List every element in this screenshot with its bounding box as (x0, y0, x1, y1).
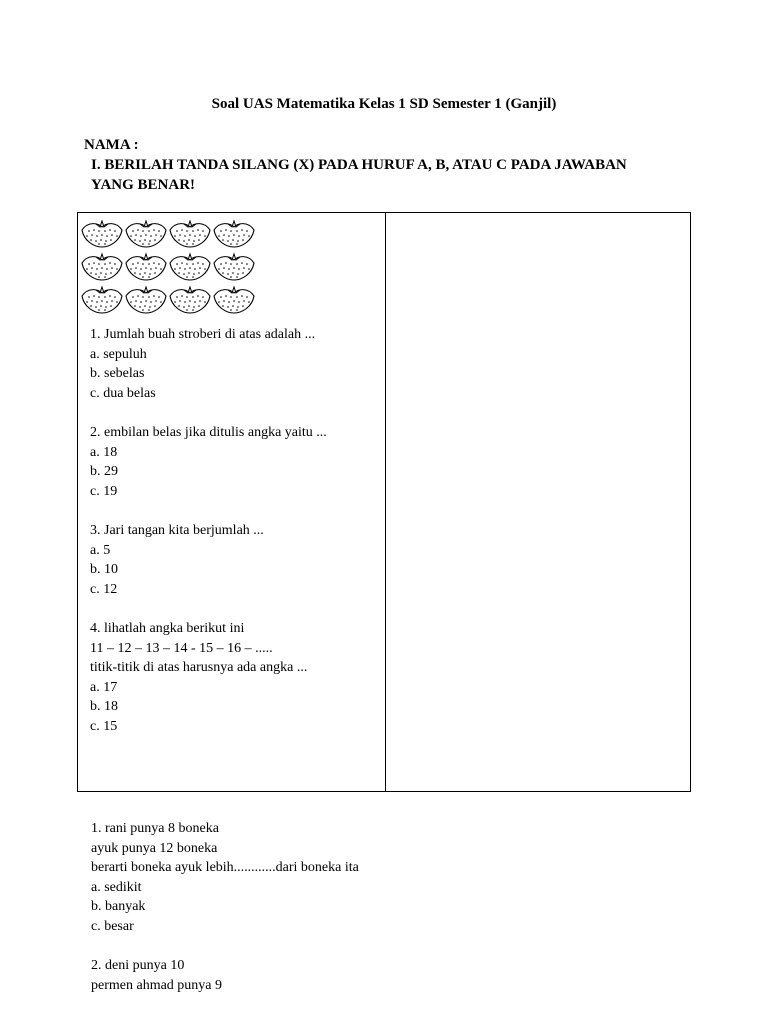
question-box (77, 212, 691, 792)
question-stem: titik-titik di atas harusnya ada angka ... (90, 660, 308, 676)
answer-option[interactable]: b. banyak (91, 899, 146, 915)
question-list-below (91, 819, 691, 1015)
answer-option[interactable]: a. 5 (90, 542, 111, 558)
name-label: NAMA : (84, 137, 139, 153)
strawberry-icon (170, 221, 210, 247)
answer-option[interactable]: a. 18 (90, 444, 118, 460)
question-item (90, 325, 380, 403)
question-stem: 4. lihatlah angka berikut ini (90, 620, 245, 636)
instruction-line: I. BERILAH TANDA SILANG (X) PADA HURUF A, B, ATAU C PADA JAWABAN (91, 157, 627, 173)
answer-option[interactable]: c. 12 (90, 581, 118, 597)
question-stem: 11 – 12 – 13 – 14 - 15 – 16 – ..... (90, 640, 273, 656)
question-stem: 1. rani punya 8 boneka (91, 821, 219, 836)
answer-option[interactable]: b. 10 (90, 562, 118, 578)
answer-option[interactable]: c. dua belas (90, 385, 156, 401)
question-stem: 1. Jumlah buah stroberi di atas adalah ... (90, 327, 316, 342)
strawberry-icon (126, 287, 166, 313)
question-item (90, 423, 380, 501)
document-title: Soal UAS Matematika Kelas 1 SD Semester 1 (Ganjil) (211, 96, 557, 112)
strawberry-icon (214, 221, 254, 247)
answer-option[interactable]: a. sedikit (91, 879, 142, 895)
question-stem: 3. Jari tangan kita berjumlah ... (90, 522, 264, 538)
strawberry-icon (170, 254, 210, 280)
answer-option[interactable]: a. sepuluh (90, 346, 147, 362)
answer-option[interactable]: c. besar (91, 918, 134, 934)
answer-option[interactable]: a. 17 (90, 679, 118, 695)
question-item (90, 619, 380, 737)
answer-option[interactable]: b. 18 (90, 699, 118, 715)
strawberries-image (80, 217, 256, 315)
question-item (90, 521, 380, 599)
strawberry-icon (214, 254, 254, 280)
question-stem: 2. deni punya 10 (91, 958, 185, 974)
strawberry-icon (82, 221, 122, 247)
instruction (91, 155, 691, 195)
answer-option[interactable]: c. 19 (90, 483, 118, 499)
answer-option[interactable]: b. sebelas (90, 366, 145, 382)
column-divider (385, 213, 386, 791)
strawberry-icon (170, 287, 210, 313)
question-list (90, 325, 380, 756)
strawberry-icon (126, 254, 166, 280)
strawberry-icon (214, 287, 254, 313)
question-stem: berarti boneka ayuk lebih............dari boneka ita (91, 860, 359, 876)
strawberry-icon (82, 254, 122, 280)
answer-option[interactable]: c. 15 (90, 718, 118, 734)
strawberry-icon (126, 221, 166, 247)
question-stem: ayuk punya 12 boneka (91, 840, 218, 856)
question-stem: permen ahmad punya 9 (91, 977, 223, 993)
strawberry-icon (82, 287, 122, 313)
answer-option[interactable]: b. 29 (90, 464, 118, 480)
question-item (91, 819, 691, 937)
question-item (91, 956, 691, 995)
question-stem: 2. embilan belas jika ditulis angka yaitu ... (90, 424, 327, 440)
instruction-line: YANG BENAR! (91, 177, 196, 193)
